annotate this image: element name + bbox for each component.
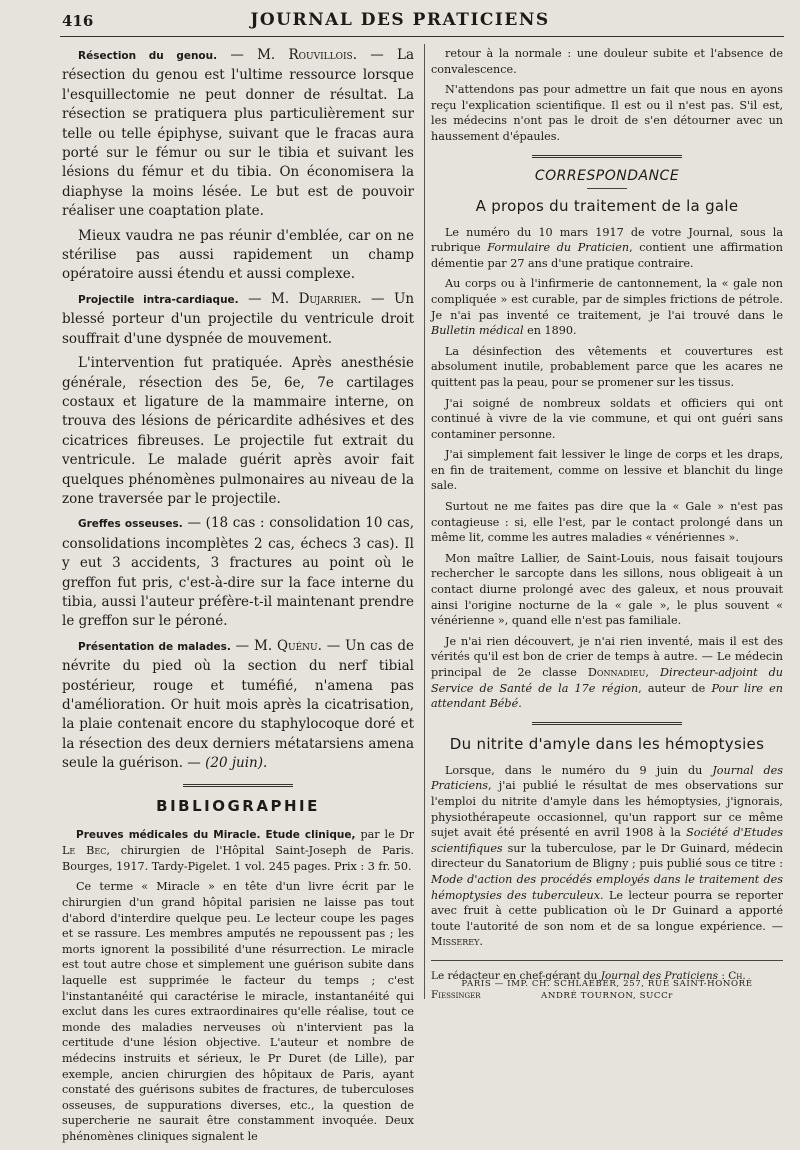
author-name: Quénu [276, 637, 318, 654]
bibliography-entry [62, 827, 414, 1145]
lead-title: Projectile intra-cardiaque. [78, 293, 239, 306]
text: en 1890. [527, 324, 577, 338]
paragraph: J'ai simplement fait lessiver le linge de corps et les draps, en fin de traitement, comme on lessive et blanchit du linge sale. [431, 448, 783, 493]
text: , j'ai publié le résultat de mes observations sur l'emploi du nitrite d'amyle dans les hémoptysies, j'ignorais, physiothérapeute occasionnel, qu'un rapport sur ce même sujet avait été présenté en avril 1908 à la [431, 779, 783, 840]
paragraph [431, 276, 783, 338]
column-divider [424, 44, 425, 999]
journal-title: JOURNAL DES PRATICIENS [250, 10, 550, 30]
paragraph-text: (18 cas : consolidation 10 cas, consolidations incomplètes 2 cas, échecs 3 cas). Il y eut 3 accidents, 3 fractures au point où le greffon fut pris, c'est-à-dire sur la face interne du tibia, aussi l'auteur préfère-t-il maintenant prendre le greffon sur le péroné. [62, 515, 414, 630]
paragraph: Mieux vaudra ne pas réunir d'emblée, car on ne stérilise pas aussi rapidement un champ opératoire aussi étendu et aussi complexe. [62, 227, 414, 283]
page-number: 416 [62, 12, 94, 30]
bib-reference [62, 827, 414, 875]
section-heading-bibliographie: BIBLIOGRAPHIE [156, 796, 320, 815]
lead-title: Résection du genou. [78, 50, 218, 62]
paragraph: La désinfection des vêtements et couvertures est absolument inutile, probablement parce que les acares ne quittent pas la peau, pour se promener sur les tissus. [431, 344, 783, 389]
italic-text: Journal des Praticiens [600, 969, 718, 982]
paragraph: Surtout ne me faites pas dire que la « Gale » n'est pas contagieuse : si, elle l'est, par le contact prolongé dans un même lit, comme les autres maladies « vénériennes ». [431, 500, 783, 545]
italic-text: Formulaire du Praticien [487, 241, 630, 255]
paragraph-text: Un cas de névrite du pied où la section du nerf tibial postérieur, rouge et tuméfié, n'amena pas d'amélioration. Or huit mois après la cicatrisation, la plaie contenait encore du staphylocoque doré et la résection des deux derniers métatarsiens amena seule la guérison. — [62, 637, 414, 772]
text: Au corps ou à l'infirmerie de cantonnement, la « gale non compliquée » est curable, par de simples frictions de pétrole. Je n'ai pas inventé ce traitement, je l'ai trouvé dans le [431, 277, 783, 322]
lead-title: Greffes osseuses. [78, 518, 183, 531]
text: Le rédacteur en chef-gérant du [431, 969, 598, 982]
heading-rule [587, 188, 627, 189]
paragraph: Lorsque, dans le numéro du 9 juin du Journal des Praticiens, j'ai publié le résultat de mes observations sur l'emploi du nitrite d'amyle dans les hémoptysies, j'ignorais, physiothérapeute occasionnel, qu'un rapport sur ce même sujet avait été présenté en avril 1908 à la Société d'Etudes scientifiques sur la tuberculose, par le Dr Guinard, médecin directeur du Sanatorium de Bligny ; puis publié sous ce titre : Mode d'action des procédés employés dans le traitement des hémoptysies des tuberculeux. Le lecteur pourra se reporter avec fruit à cette publication où le Dr Guinard a apporté toute l'autorité de son nom et de sa longue expérience. — Misserey. [431, 763, 784, 949]
italic-text: Directeur-adjoint du Service de Santé de la 17e région [431, 666, 783, 695]
book-title: Preuves médicales du Miracle. Etude clinique, [76, 828, 356, 841]
italic-text: Pour lire en attendant Bébé. [431, 681, 784, 711]
text: sur la tuberculose, par le Dr Guinard, médecin directeur du Sanatorium de Bligny ; puis publié sous ce titre : [431, 841, 783, 871]
printer-imprint [431, 978, 783, 1002]
section-separator [532, 155, 682, 158]
text: , auteur de [638, 681, 706, 695]
article-nitrite [431, 763, 783, 950]
section-separator [532, 722, 682, 725]
paragraph-greffes: Greffes osseuses. — (18 cas : consolidation 10 cas, consolidations incomplètes 2 cas, échecs 3 cas). Il y eut 3 accidents, 3 fractures au point où le greffon fut pris, c'est-à-dire sur la face interne du tibia, aussi l'auteur préfère-t-il maintenant prendre le greffon sur le péroné. [62, 515, 414, 630]
page-header [0, 0, 800, 40]
paragraph-text: La résection du genou est l'ultime ressource lorsque l'esquillectomie ne peut donner de résultat. La résection se pratiquera plus particulièrement sur telle ou telle épiphyse, suivant que le fracas aura porté sur le fémur ou sur le tibia et suivant les lésions du fémur et du tibia. On économisera la diaphyse la moins lésée. Le but est de pouvoir réaliser une coaptation plate. [62, 47, 414, 220]
author-name: Donnadieu [587, 666, 646, 679]
text: , contient une affirmation démentie par 27 ans d'une pratique contraire. [431, 241, 783, 270]
left-column [62, 46, 414, 1150]
reference-text: par le Dr [360, 827, 415, 841]
author-name: Rouvillois [288, 47, 353, 63]
bib-review: Ce terme « Miracle » en tête d'un livre écrit par le chirurgien d'un grand hôpital parisien ne laisse pas tout d'abord d'interdire quelque peu. Le lecteur coupe les pages et se rassure. Les membres amputés ne repoussent pas ; les morts ignorent la possibilité d'une résurrection. Le miracle est tout autre chose et simplement une guérison subite dans laquelle est supprimée le facteur du temps ; c'est l'instantanéité qui caractérise le miracle, instantanéité qui exclut dans les cures extraordinaires qu'elle réalise, tout ce monde des maladies nerveuses où n'intervient pas la certitude d'une lésion objective. L'auteur et nombre de médecins instruits et sérieux, le Pr Duret (de Lille), par exemple, ancien chirurgien des hôpitaux de Paris, ayant constaté des guérisons subites de fractures, de tuberculoses osseuses, de suppurations diverses, etc., la question de supercherie ne saurait être constamment invoquée. Deux phénomènes cliniques signalent le [62, 880, 414, 1143]
text: Lorsque, dans le numéro du 9 juin du [445, 763, 703, 777]
reference-text: , chirurgien de l'Hôpital Saint-Joseph de Paris. Bourges, 1917. Tardy-Pigelet. 1 vol. 245 pages. Prix : 3 fr. 50. [62, 844, 414, 873]
paragraph [431, 225, 783, 272]
author-name: Dujarrier [298, 290, 358, 307]
paragraph-projectile: Projectile intra-cardiaque. — M. Dujarrier. — Un blessé porteur d'un projectile du ventricule droit souffrait d'une dyspnée de mouvement. [62, 290, 415, 347]
surgery-reports [62, 46, 414, 774]
italic-text: Bulletin médical [431, 324, 524, 338]
paragraph: Mon maître Lallier, de Saint-Louis, nous faisait toujours rechercher le sarcopte dans les sillons, nous obligeait à un contact diurne prolongé avec des galeux, et nous prouvait ainsi l'origine nocturne de la « gale », le plus souvent « vénérienne », quand elle n'est pas familiale. [431, 551, 783, 628]
right-column [431, 46, 783, 1005]
author-name: Le Bec [62, 844, 107, 858]
bibliography-continued [431, 46, 783, 145]
date: (20 juin). [205, 755, 268, 772]
editor-name: : Ch. Fiessinger [431, 969, 746, 1001]
paragraph: L'intervention fut pratiquée. Après anesthésie générale, résection des 5e, 6e, 7e cartilages costaux et ligature de la mammaire interne, on trouva des lésions de péricardite adhésives et des cicatrices fibreuses. Le projectile fut extrait du ventricule. Le malade guérit après avoir fait quelques phénomènes pulmonaires au niveau de la zone traversée par le projectile. [62, 355, 414, 507]
italic-text: Société d'Etudes scientifiques [431, 826, 784, 855]
header-rule [60, 36, 784, 37]
text: Le numéro du 10 mars 1917 de votre Journal, sous la rubrique [431, 225, 783, 255]
paragraph-resection-genou: Résection du genou. — M. Rouvillois. — La résection du genou est l'ultime ressource lorsque l'esquillectomie ne peut donner de résultat. La résection se pratiquera plus particulièrement sur telle ou telle épiphyse, suivant que le fracas aura porté sur le fémur ou sur le tibia et suivant les lésions du fémur et du tibia. On économisera la diaphyse la moins lésée. Le but est de pouvoir réaliser une coaptation plate. [62, 47, 414, 220]
paragraph: J'ai soigné de nombreux soldats et officiers qui ont continué à vivre de la vie commune, et qui ont guéri sans contaminer personne. [431, 396, 783, 441]
printer-line: PARIS — IMP. CH. SCHLAEBER, 257, RUE SAINT-HONORÉ [461, 979, 753, 989]
text: Je n'ai rien découvert, je n'ai rien inventé, mais il est des vérités qu'il est bon de crier de temps à autre. — Le médecin principal de 2e classe [431, 634, 783, 679]
author-name: Misserey [431, 935, 480, 949]
article-title-nitrite: Du nitrite d'amyle dans les hémoptysies [449, 734, 765, 753]
lead-title: Présentation de malades. [78, 640, 231, 653]
text: Le lecteur pourra se reporter avec fruit à cette publication où le Dr Guinard a apporté toute l'autorité de son nom et de sa longue expérience. — [431, 888, 783, 933]
article-gale [431, 225, 783, 712]
article-title-gale: A propos du traitement de la gale [475, 196, 739, 215]
paragraph: retour à la normale : une douleur subite et l'absence de convalescence. [431, 47, 783, 76]
footer-rule [431, 960, 783, 961]
italic-text: Mode d'action des procédés employés dans le traitement des hémoptysies des tuberculeux. [431, 872, 783, 902]
paragraph-presentation: Présentation de malades. — M. Quénu. — Un cas de névrite du pied où la section du nerf tibial postérieur, rouge et tuméfié, n'amena pas d'amélioration. Or huit mois après la cicatrisation, la plaie contenait encore du staphylocoque doré et la résection des deux derniers métatarsiens amena seule la guérison. — (20 juin). [62, 637, 414, 772]
paragraph: N'attendons pas pour admettre un fait que nous en ayons reçu l'explication scientifique. Il est ou il n'est pas. S'il est, les médecins n'ont pas le droit de s'en détourner avec un haussement d'épaules. [431, 83, 783, 143]
italic-text: Journal des Praticiens [431, 763, 783, 793]
paragraph-text: Un blessé porteur d'un projectile du ventricule droit souffrait d'une dyspnée de mouvement. [62, 290, 415, 347]
printer-line: ANDRÉ TOURNON, SUCCr [541, 991, 673, 1001]
paragraph-signature: Je n'ai rien découvert, je n'ai rien inventé, mais il est des vérités qu'il est bon de crier de temps à autre. — Le médecin principal de 2e classe Donnadieu, Directeur-adjoint du Service de Santé de la 17e région, auteur de Pour lire en attendant Bébé. [431, 634, 784, 711]
section-separator [183, 784, 293, 787]
section-heading-correspondance: CORRESPONDANCE [534, 167, 680, 184]
